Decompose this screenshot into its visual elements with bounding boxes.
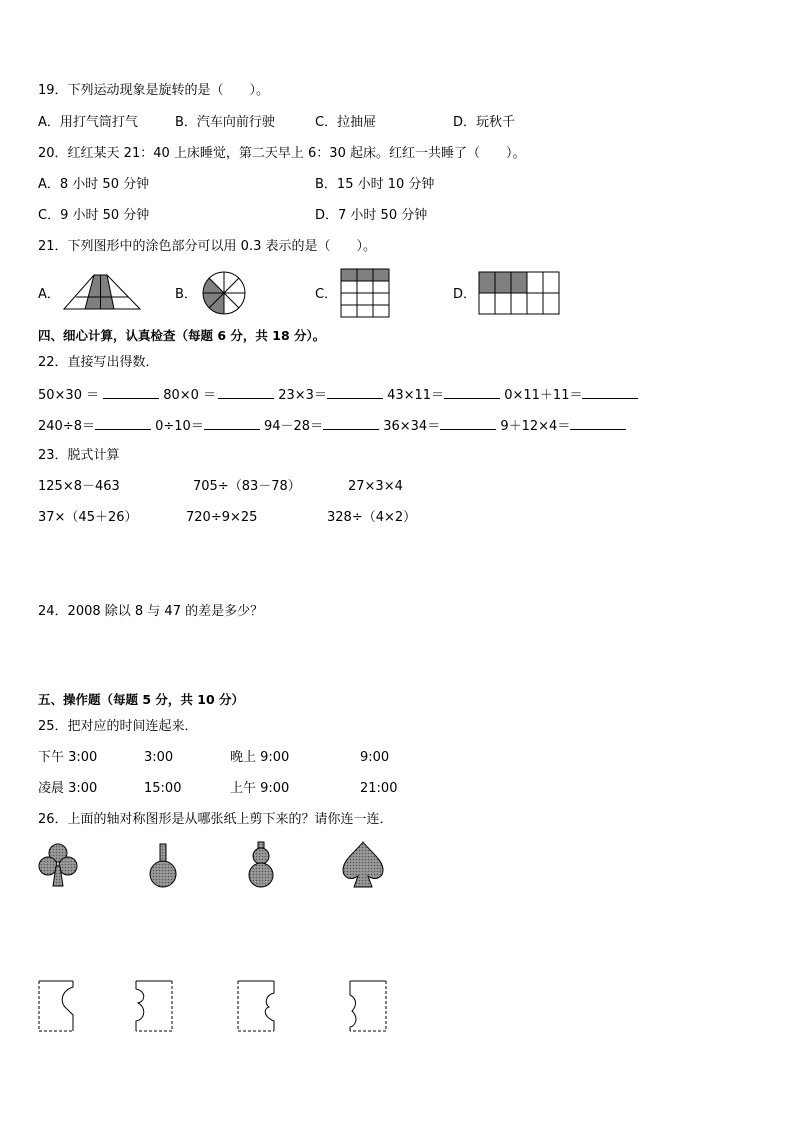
q25-time-1[interactable]: 下午 3:00 <box>38 750 98 765</box>
q20-option-a[interactable]: A．8 小时 50 分钟 <box>38 177 150 192</box>
q25-time-2[interactable]: 3:00 <box>144 750 174 765</box>
q23-expr-5: 720÷9×25 <box>186 510 258 525</box>
q25-stem: 25．把对应的时间连起来． <box>38 719 198 734</box>
gourd-shape-icon[interactable] <box>243 840 279 890</box>
q21-option-d-label[interactable]: D． <box>453 287 477 302</box>
q25-time-4[interactable]: 9:00 <box>360 750 390 765</box>
answer-blank[interactable] <box>440 416 496 430</box>
q22-expr-3: 23×3＝ <box>278 388 327 403</box>
q22-expr-8: 94－28＝ <box>263 419 324 434</box>
spade-shape-icon[interactable] <box>340 840 386 890</box>
answer-blank[interactable] <box>570 416 626 430</box>
q22-expr-2: 80×0 ＝ <box>163 388 217 403</box>
q21-stem: 21．下列图形中的涂色部分可以用 0.3 表示的是（ ）。 <box>38 239 376 254</box>
q23-stem: 23．脱式计算 <box>38 448 120 463</box>
q25-time-8[interactable]: 21:00 <box>360 781 398 796</box>
answer-blank[interactable] <box>95 416 151 430</box>
q20-option-c[interactable]: C．9 小时 50 分钟 <box>38 208 150 223</box>
triangle-figure <box>62 272 142 312</box>
paper-4-icon[interactable] <box>346 975 388 1035</box>
q22-expr-7: 0÷10＝ <box>155 419 204 434</box>
circle-figure <box>201 270 247 316</box>
q25-time-5[interactable]: 凌晨 3:00 <box>38 781 98 796</box>
q23-expr-6: 328÷（4×2） <box>327 510 417 525</box>
q23-expr-1: 125×8－463 <box>38 479 120 494</box>
q22-expr-9: 36×34＝ <box>383 419 441 434</box>
q19-option-b[interactable]: B．汽车向前行驶 <box>175 115 275 130</box>
paper-3-icon[interactable] <box>236 975 278 1035</box>
q22-stem: 22．直接写出得数． <box>38 355 159 370</box>
grid-figure-c <box>340 268 390 318</box>
grid-figure-d <box>478 271 560 315</box>
q22-row-1 <box>38 385 638 405</box>
q20-option-d[interactable]: D．7 小时 50 分钟 <box>315 208 428 223</box>
q22-expr-10: 9＋12×4＝ <box>500 419 571 434</box>
answer-blank[interactable] <box>444 385 500 399</box>
q21-option-c-label[interactable]: C． <box>315 287 338 302</box>
answer-blank[interactable] <box>327 385 383 399</box>
q20-stem: 20．红红某天 21：40 上床睡觉，第二天早上 6：30 起床。红红一共睡了（ ）。 <box>38 146 526 161</box>
q19-option-c[interactable]: C．拉抽屉 <box>315 115 377 130</box>
q19-option-d[interactable]: D．玩秋千 <box>453 115 516 130</box>
q22-expr-1: 50×30 ＝ <box>38 388 100 403</box>
answer-blank[interactable] <box>204 416 260 430</box>
q21-option-a-label[interactable]: A． <box>38 287 60 302</box>
q26-stem: 26．上面的轴对称图形是从哪张纸上剪下来的？请你连一连． <box>38 812 393 827</box>
answer-blank[interactable] <box>103 385 159 399</box>
paper-2-icon[interactable] <box>132 975 174 1035</box>
q25-time-3[interactable]: 晚上 9:00 <box>230 750 290 765</box>
q20-option-b[interactable]: B．15 小时 10 分钟 <box>315 177 435 192</box>
q25-time-7[interactable]: 上午 9:00 <box>230 781 290 796</box>
q22-row-2 <box>38 416 626 436</box>
q24-stem: 24．2008 除以 8 与 47 的差是多少？ <box>38 604 264 619</box>
club-shape-icon[interactable] <box>37 842 79 888</box>
q19-option-a[interactable]: A．用打气筒打气 <box>38 115 138 130</box>
q23-expr-4: 37×（45＋26） <box>38 510 138 525</box>
q22-expr-4: 43×11＝ <box>387 388 445 403</box>
q25-time-6[interactable]: 15:00 <box>144 781 182 796</box>
bottle-shape-icon[interactable] <box>140 842 186 890</box>
q19-stem: 19．下列运动现象是旋转的是（ ）。 <box>38 83 270 98</box>
paper-1-icon[interactable] <box>37 975 77 1035</box>
q23-expr-3: 27×3×4 <box>348 479 403 494</box>
answer-blank[interactable] <box>582 385 638 399</box>
answer-blank[interactable] <box>218 385 274 399</box>
answer-blank[interactable] <box>323 416 379 430</box>
q21-option-b-label[interactable]: B． <box>175 287 197 302</box>
q22-expr-5: 0×11＋11＝ <box>504 388 583 403</box>
section-4-title: 四、细心计算，认真检查（每题 6 分，共 18 分）。 <box>38 328 326 343</box>
section-5-title: 五、操作题（每题 5 分，共 10 分） <box>38 692 245 707</box>
q23-expr-2: 705÷（83－78） <box>193 479 301 494</box>
q22-expr-6: 240÷8＝ <box>38 419 95 434</box>
